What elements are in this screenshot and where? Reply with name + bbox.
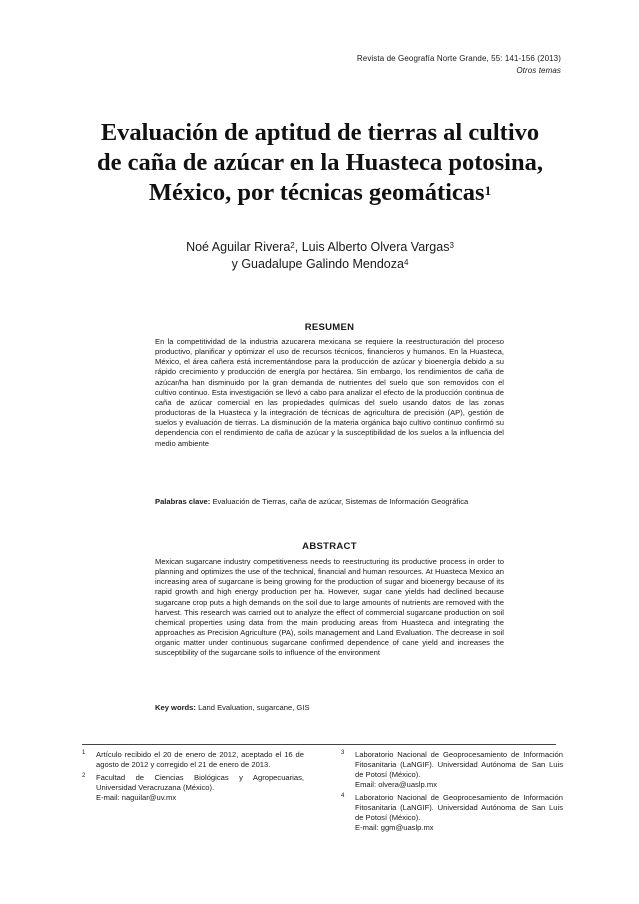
resumen-keywords xyxy=(155,497,504,508)
footnote-number: 4 xyxy=(341,793,345,799)
keywords-text: Evaluación de Tierras, caña de azúcar, Sistemas de Información Geográfica xyxy=(212,497,469,506)
title-line-text: México, por técnicas geomáticas xyxy=(148,179,485,206)
author-footnote-ref: 3 xyxy=(449,241,454,250)
author-conjunction: y xyxy=(231,257,242,271)
footnote xyxy=(341,750,563,790)
author-footnote-ref: 2 xyxy=(290,241,295,250)
footnote-divider xyxy=(82,744,556,745)
author-name: Luis Alberto Olvera Vargas xyxy=(301,240,450,254)
abstract-keywords xyxy=(155,703,504,714)
author-list xyxy=(60,239,580,273)
author-footnote-ref: 4 xyxy=(403,258,409,267)
abstract-heading: ABSTRACT xyxy=(302,541,357,552)
footnote-email: E-mail: ggm@uaslp.mx xyxy=(355,823,434,832)
journal-section: Otros temas xyxy=(516,66,561,75)
title-footnote-ref: 1 xyxy=(484,183,492,198)
footnote-number: 3 xyxy=(341,750,345,756)
footnote-text: Artículo recibido el 20 de enero de 2012, aceptado el 16 de agosto de 2012 y corregido el 21 de enero de 2013. xyxy=(96,750,304,769)
footnote-email: Email: olvera@uaslp.mx xyxy=(355,780,437,789)
resumen-heading: RESUMEN xyxy=(304,322,355,333)
footnotes-left-column xyxy=(82,750,304,806)
footnote-number: 2 xyxy=(82,773,86,779)
footnote xyxy=(82,773,304,803)
abstract-text: Mexican sugarcane industry competitiveness needs to reestructuring its productive process in order to planning and optimizes the use of the technical, financial and human resources. At Huasteca Mexico an increasing area of sugarcane is being growing for the production of sugar and bioenergy because of its rapid growth and high energy production per ha. However, sugar cane yields had declined because sugarcane crop puts a high demands on the soil due to large amounts of nutrients are removed with the harvest. This research was carried out to analyze the effect of commercial sugarcane production on soil chemical properties using data from the main producing areas from Huasteca and integrating the approaches as Precision Agriculture (PA), soils management and Land Evaluation. The decrease in soil organic matter under continuous sugarcane confirmed dependence of cane yield and increases the susceptibility of the sugarcane soils to influence of the environment xyxy=(155,557,504,658)
footnote-text: Laboratorio Nacional de Geoprocesamiento de Información Fitosanitaria (LaNGIF). Universidad Autónoma de San Luis de Potosí (México). xyxy=(355,793,563,822)
author-separator: , xyxy=(294,240,302,254)
author-name: Guadalupe Galindo Mendoza xyxy=(241,257,404,271)
author-line xyxy=(60,256,580,273)
article-title xyxy=(60,118,580,208)
keywords-label: Palabras clave: xyxy=(155,497,211,506)
title-line xyxy=(60,178,580,208)
footnotes-right-column xyxy=(341,750,563,836)
keywords-label: Key words: xyxy=(155,703,196,712)
title-line: de caña de azúcar en la Huasteca potosina, xyxy=(97,149,543,176)
footnote-text: Laboratorio Nacional de Geoprocesamiento de Información Fitosanitaria (LaNGIF). Universidad Autónoma de San Luis de Potosí (México). xyxy=(355,750,563,779)
footnote xyxy=(82,750,304,770)
author-name: Noé Aguilar Rivera xyxy=(186,240,291,254)
journal-header xyxy=(357,53,561,77)
journal-citation: Revista de Geografía Norte Grande, 55: 141-156 (2013) xyxy=(356,54,561,63)
footnote-number: 1 xyxy=(82,750,86,756)
title-line: Evaluación de aptitud de tierras al cultivo xyxy=(100,119,540,146)
author-line xyxy=(60,239,580,256)
footnote xyxy=(341,793,563,833)
keywords-text: Land Evaluation, sugarcane, GIS xyxy=(198,703,310,712)
footnote-text: Facultad de Ciencias Biológicas y Agropecuarias, Universidad Veracruzana (México). xyxy=(96,773,304,792)
footnote-email: E-mail: naguilar@uv.mx xyxy=(96,793,177,802)
resumen-text: En la competitividad de la industria azucarera mexicana se requiere la reestructuración del proceso productivo, planificar y optimizar el uso de recursos técnicos, financieros y humanos. En la Huasteca, México, el área cañera está incrementándose para la producción de azúcar y bioenergía debido a su rápido crecimiento y producción de energía por hectárea. Sin embargo, los rendimientos de caña de azúcar/ha han disminuido por la gran demanda de nutrientes del suelo que son removidos con el cultivo continuo. Esta investigación se llevó a cabo para analizar el efecto de la producción continua de caña de azúcar comercial en las propiedades químicas del suelo usando datos de las zonas productoras de la Huasteca y la integración de técnicas de agricultura de precisión (AP), gestión de suelos y evaluación de tierras. La disminución de la materia orgánica bajo cultivo continuo confirmó su dependencia con el rendimiento de caña de azúcar y la susceptibilidad de los suelos a la influencia del medio ambiente xyxy=(155,337,504,448)
